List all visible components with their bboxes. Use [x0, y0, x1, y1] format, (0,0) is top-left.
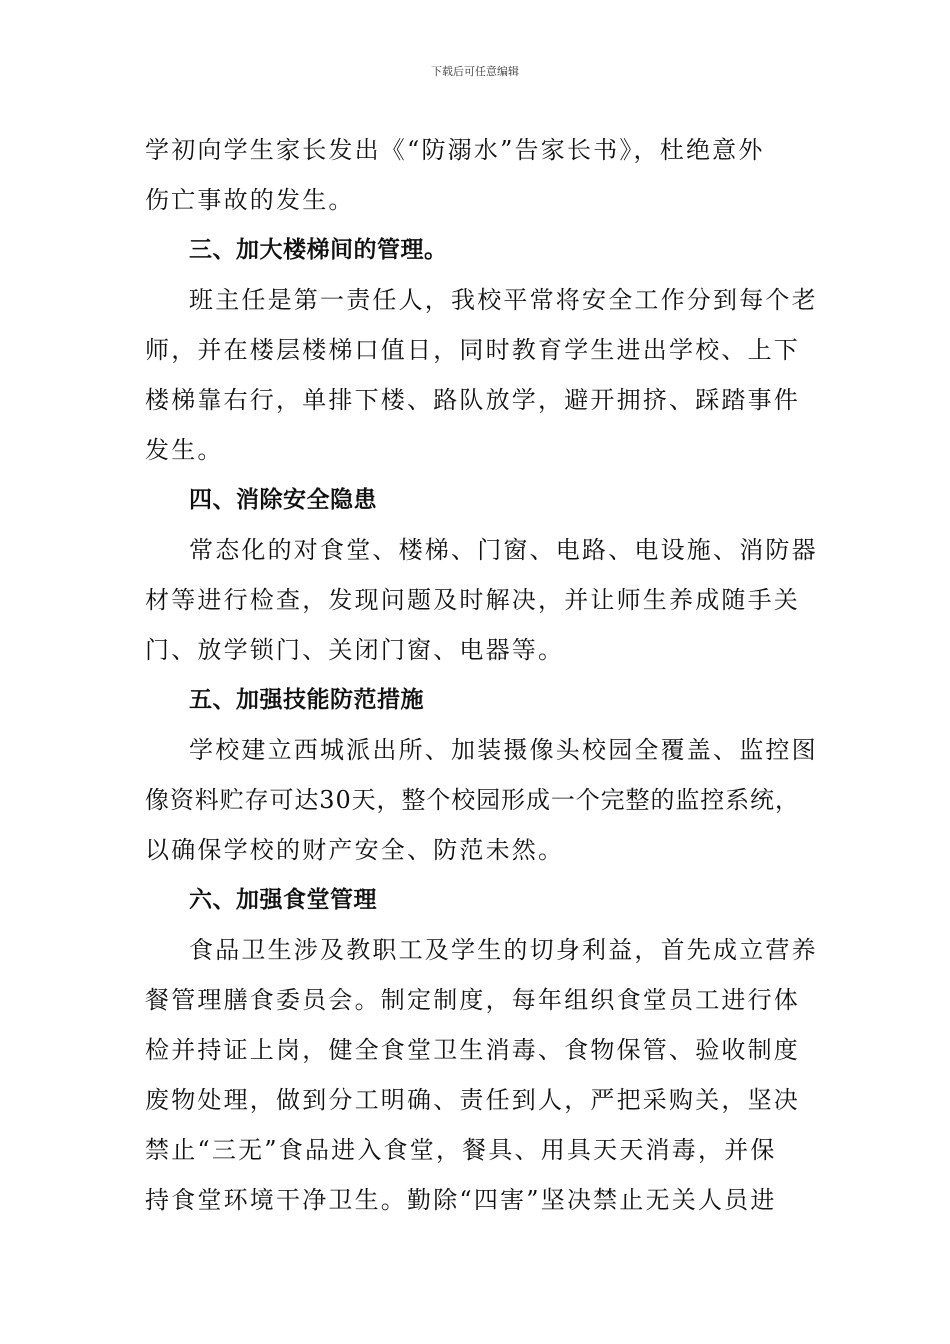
paragraph-first-line: 班主任是第一责任人，我校平常将安全工作分到每个老	[189, 286, 818, 314]
paragraph-first-line: 学校建立西城派出所、加装摄像头校园全覆盖、监控图	[189, 736, 818, 764]
section-heading: 六、加强食堂管理	[189, 887, 377, 913]
body-text-line: 检并持证上岗，健全食堂卫生消毒、食物保管、验收制度	[145, 1036, 800, 1064]
body-text-line: 废物处理，做到分工明确、责任到人，严把采购关，坚决	[145, 1086, 800, 1114]
body-text-line: 以确保学校的财产安全、防范未然。	[145, 836, 565, 864]
body-text-line: 发生。	[145, 436, 224, 464]
body-text-line: 像资料贮存可达30天，整个校园形成一个完整的监控系统，	[145, 786, 800, 814]
body-text-line: 门、放学锁门、关闭门窗、电器等。	[145, 636, 565, 664]
body-text-line: 餐管理膳食委员会。制定制度，每年组织食堂员工进行体	[145, 986, 800, 1014]
body-text-line: 禁止“三无”食品进入食堂，餐具、用具天天消毒，并保	[145, 1136, 777, 1164]
body-text-line: 伤亡事故的发生。	[145, 186, 355, 214]
section-heading: 五、加强技能防范措施	[189, 687, 424, 713]
page-header: 下载后可任意编辑	[431, 65, 519, 78]
body-text-line: 持食堂环境干净卫生。勤除“四害”坚决禁止无关人员进	[145, 1186, 777, 1214]
section-heading: 四、消除安全隐患	[189, 487, 377, 513]
body-text-line: 材等进行检查，发现问题及时解决，并让师生养成随手关	[145, 586, 800, 614]
body-text-line: 学初向学生家长发出《“防溺水”告家长书》，杜绝意外	[145, 136, 765, 164]
section-heading: 三、加大楼梯间的管理。	[189, 237, 448, 263]
paragraph-first-line: 常态化的对食堂、楼梯、门窗、电路、电设施、消防器	[189, 536, 818, 564]
body-text-line: 师，并在楼层楼梯口值日，同时教育学生进出学校、上下	[145, 336, 800, 364]
paragraph-first-line: 食品卫生涉及教职工及学生的切身利益，首先成立营养	[189, 936, 818, 964]
document-body	[145, 125, 825, 1225]
body-text-line: 楼梯靠右行，单排下楼、路队放学，避开拥挤、踩踏事件	[145, 386, 800, 414]
